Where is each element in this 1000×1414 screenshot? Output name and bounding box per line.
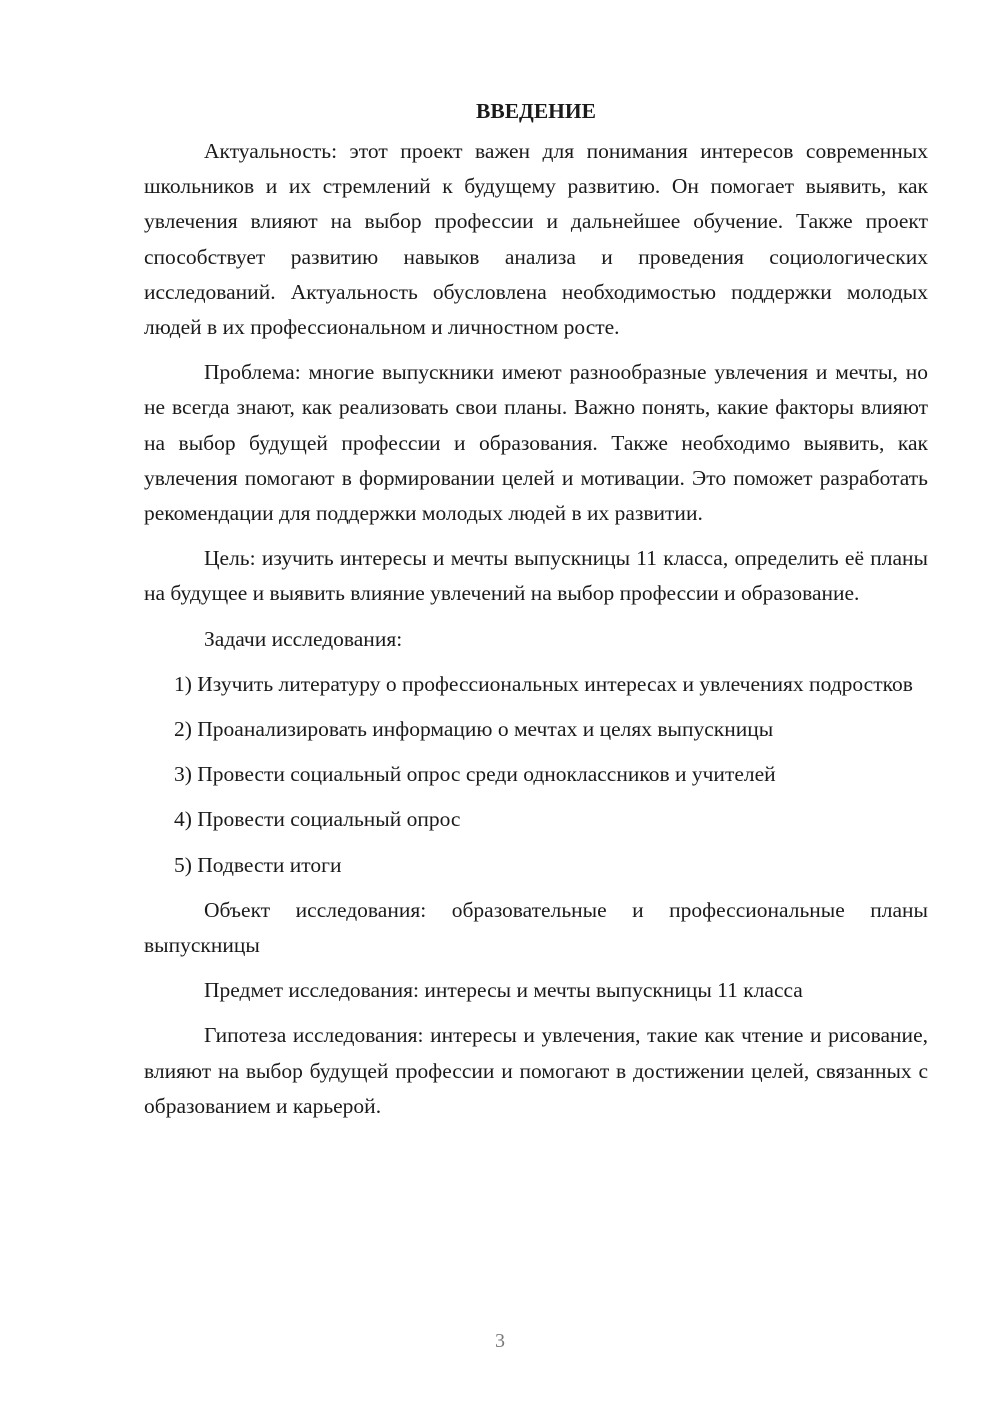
task-item-5: 5) Подвести итоги xyxy=(174,852,342,877)
task-item-4: 4) Провести социальный опрос xyxy=(174,807,461,832)
paragraph-subject: Предмет исследования: интересы и мечты выпускницы 11 класса xyxy=(204,978,803,1003)
paragraph-hypothesis: Гипотеза исследования: интересы и увлечения, такие как чтение и рисование, влияют на выбор будущей профессии и помогают в достижении целей, связанных с образованием и карьерой. xyxy=(144,1023,928,1118)
section-heading: ВВЕДЕНИЕ xyxy=(476,99,596,123)
task-item-3: 3) Провести социальный опрос среди одноклассников и учителей xyxy=(174,762,776,787)
task-item-1: 1) Изучить литературу о профессиональных интересах и увлечениях подростков xyxy=(174,671,913,696)
task-item-2: 2) Проанализировать информацию о мечтах и целях выпускницы xyxy=(174,717,774,742)
page-body xyxy=(144,94,928,1134)
paragraph-problem: Проблема: многие выпускники имеют разнообразные увлечения и мечты, но не всегда знают, как реализовать свои планы. Важно понять, какие факторы влияют на выбор будущей профессии и образования. Также необходимо выявить, как увлечения помогают в формировании целей и мотивации. Это поможет разработать рекомендации для поддержки молодых людей в их развитии. xyxy=(144,360,928,526)
page-number: 3 xyxy=(495,1330,505,1352)
tasks-title: Задачи исследования: xyxy=(204,626,403,651)
paragraph-object: Объект исследования: образовательные и профессиональные планы выпускницы xyxy=(144,897,928,958)
paragraph-goal: Цель: изучить интересы и мечты выпускницы 11 класса, определить её планы на будущее и выявить влияние увлечений на выбор профессии и образование. xyxy=(144,546,928,606)
paragraph-relevance: Актуальность: этот проект важен для понимания интересов современных школьников и их стремлений к будущему развитию. Он помогает выявить, как увлечения влияют на выбор профессии и дальнейшее обучение. Также проект способствует развитию навыков анализа и проведения социологических исследований. Актуальность обусловлена необходимостью поддержки молодых людей в их профессиональном и личностном росте. xyxy=(144,139,928,340)
